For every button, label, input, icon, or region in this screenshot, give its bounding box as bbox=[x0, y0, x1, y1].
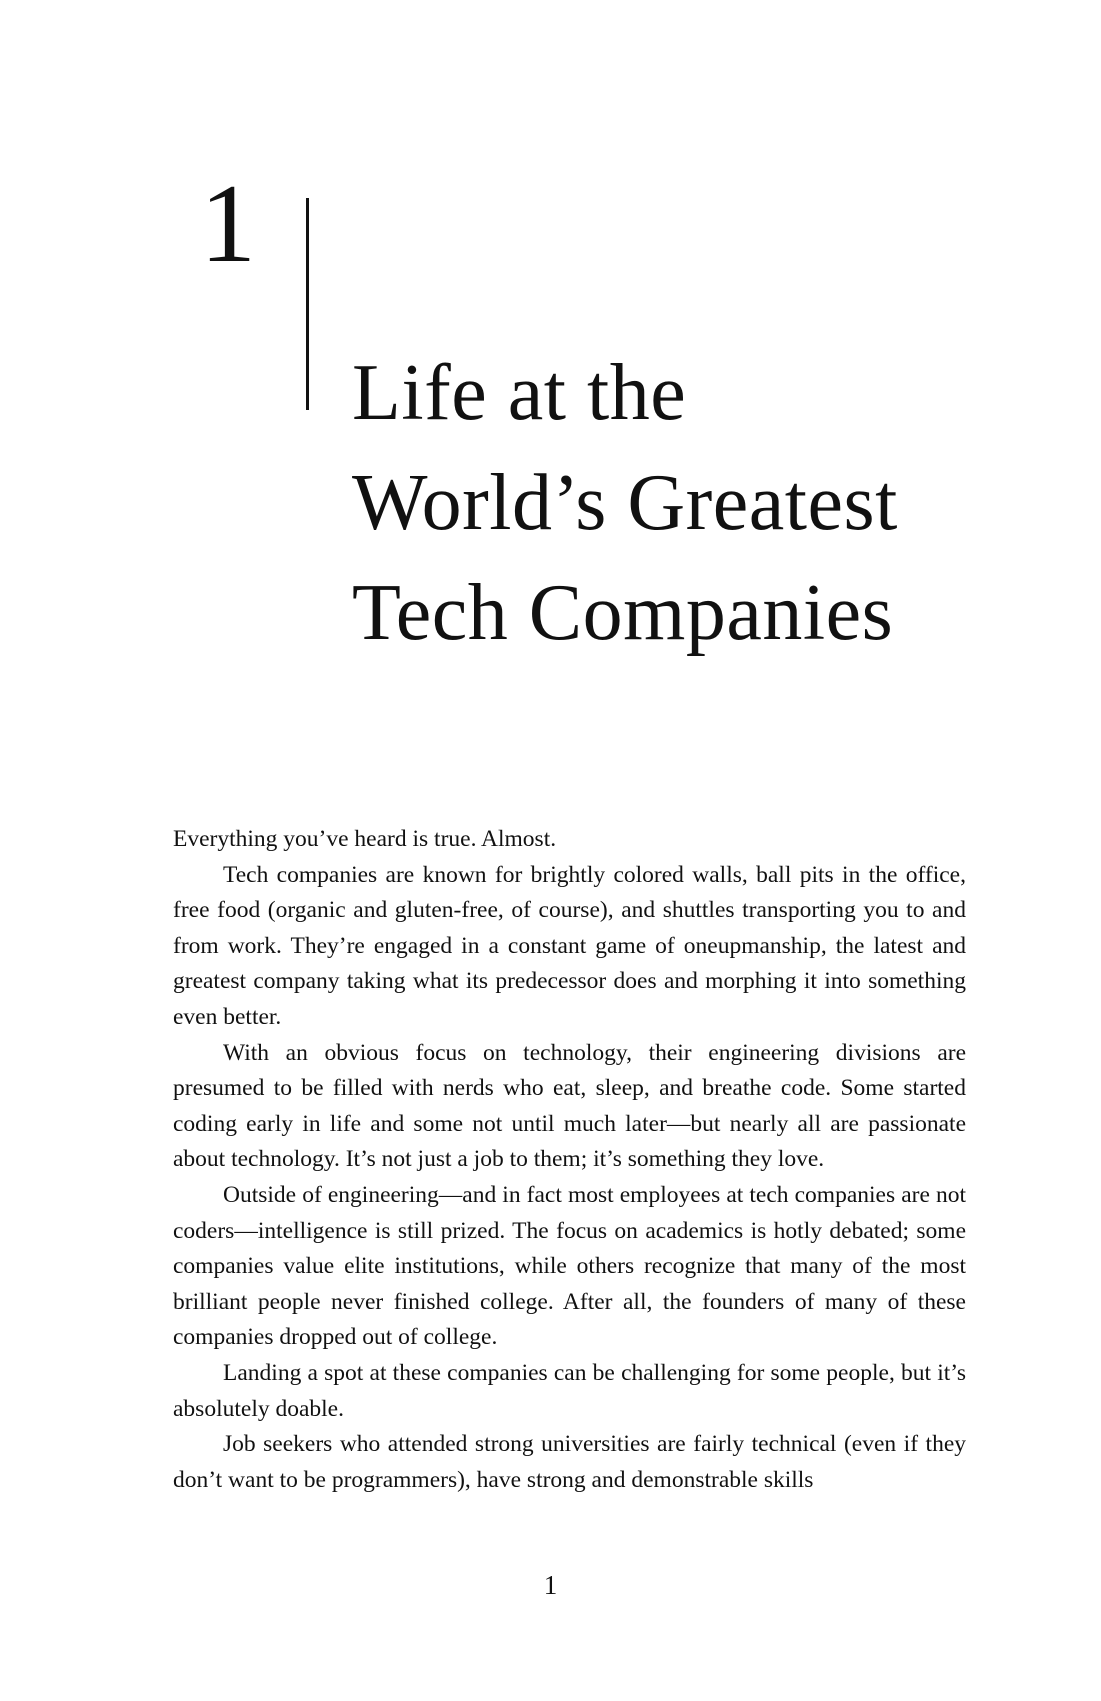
chapter-title-line: Life at the bbox=[352, 349, 687, 437]
body-paragraph: Tech companies are known for brightly colored walls, ball pits in the office, free food (organic and gluten-free, of course), and shuttles transporting you to and from work. They’re engaged in a constant game of oneupmanship, the latest and greatest company taking what its predecessor does and morphing it into something even better. bbox=[173, 861, 966, 1030]
chapter-title-line: World’s Greatest bbox=[352, 459, 898, 547]
chapter-number: 1 bbox=[200, 162, 256, 286]
body-paragraph: Landing a spot at these companies can be challenging for some people, but it’s absolutely doable. bbox=[173, 1359, 966, 1422]
body-paragraph: With an obvious focus on technology, their engineering divisions are presumed to be filled with nerds who eat, sleep, and breathe code. Some started coding early in life and some not until much later—but nearly all are passionate about technology. It’s not just a job to them; it’s something they love. bbox=[173, 1039, 966, 1173]
chapter-divider-rule bbox=[306, 198, 309, 410]
body-paragraph: Job seekers who attended strong universities are fairly technical (even if they don’t want to be programmers), have strong and demonstrable skills bbox=[173, 1431, 966, 1493]
body-paragraph: Everything you’ve heard is true. Almost. bbox=[173, 826, 557, 852]
body-text bbox=[173, 822, 966, 1498]
chapter-title-line: Tech Companies bbox=[352, 569, 894, 657]
page-number: 1 bbox=[543, 1570, 558, 1600]
body-paragraph: Outside of engineering—and in fact most employees at tech companies are not coders—intelligence is still prized. The focus on academics is hotly debated; some companies value elite institutions, while others recognize that many of the most brilliant people never finished college. After all, the founders of many of these companies dropped out of college. bbox=[173, 1181, 966, 1351]
chapter-title bbox=[352, 338, 1052, 668]
